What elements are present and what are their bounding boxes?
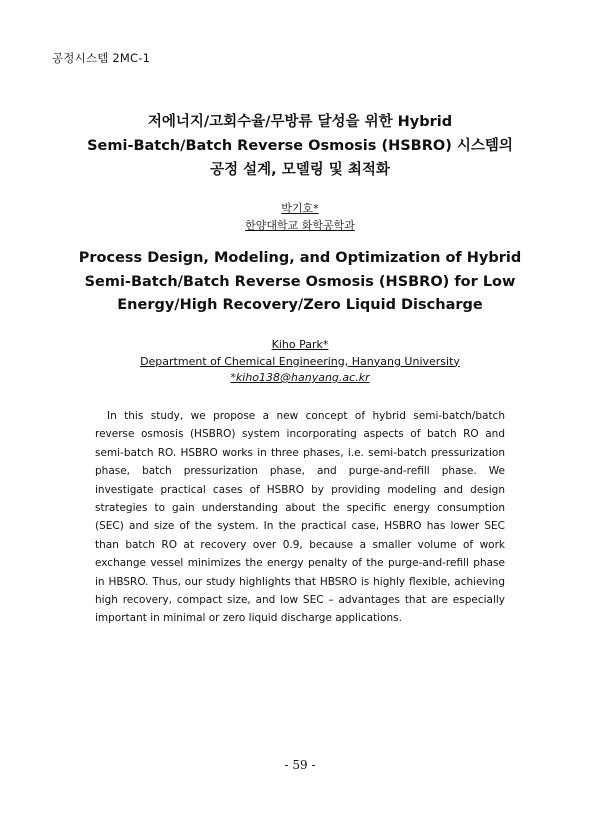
session-code: 공정시스템 2MC-1 xyxy=(52,51,151,65)
korean-title-line: 저에너지/고회수율/무방류 달성을 위한 Hybrid xyxy=(147,114,453,130)
korean-author-name: 박기호* xyxy=(281,202,319,215)
english-title-line: Process Design, Modeling, and Optimization of Hybrid xyxy=(78,250,522,266)
korean-title-line: Semi-Batch/Batch Reverse Osmosis (HSBRO) 시스템의 xyxy=(87,138,513,154)
english-affiliation: Department of Chemical Engineering, Hanyang University xyxy=(140,354,460,368)
english-title-line: Semi-Batch/Batch Reverse Osmosis (HSBRO) for Low xyxy=(84,273,516,290)
english-title-line: Energy/High Recovery/Zero Liquid Discharge xyxy=(117,297,483,313)
author-email-link[interactable]: *kiho138@hanyang.ac.kr xyxy=(230,371,370,384)
page-number: - 59 - xyxy=(284,758,316,772)
english-title xyxy=(40,247,560,318)
korean-title-line: 공정 설계, 모델링 및 최적화 xyxy=(210,162,390,178)
english-author-name: Kiho Park* xyxy=(271,338,329,351)
korean-affiliation: 한양대학교 화학공학과 xyxy=(245,219,355,232)
korean-title xyxy=(60,110,540,182)
abstract-paragraph: In this study, we propose a new concept of hybrid semi-batch/batch reverse osmosis (HSBRO) system incorporating aspects of batch RO and semi-batch RO. HSBRO works in three phases, i.e. semi-batch pressurization phase, batch pressurization phase, and purge-and-refill phase. We investigate practical cases of HSBRO by providing modeling and design strategies to gain understanding about the specific energy consumption (SEC) and size of the system. In the practical case, HSBRO has lower SEC than batch RO at recovery over 0.9, because a smaller volume of work exchange vessel minimizes the energy penalty of the purge-and-refill phase in HBSRO. Thus, our study highlights that HBSRO is highly flexible, achieving high recovery, compact size, and low SEC – advantages that are especially important in minimal or zero liquid discharge applications. xyxy=(95,410,505,625)
korean-author-block xyxy=(100,200,500,234)
english-author-block xyxy=(80,337,520,387)
